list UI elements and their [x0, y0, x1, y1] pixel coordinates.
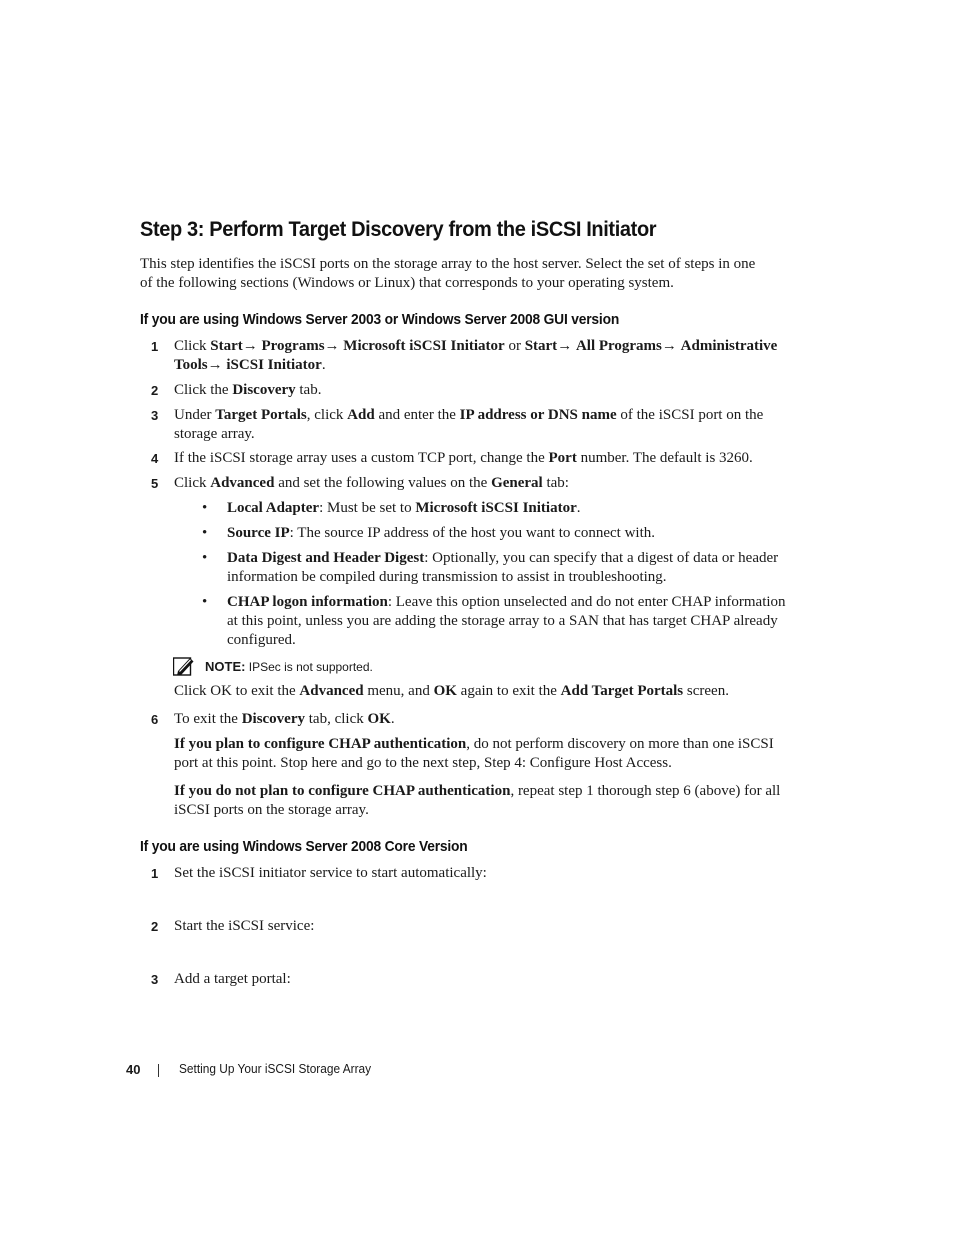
after-note-text: Click OK to exit the Advanced menu, and OK again to exit the Add Target Portals screen.	[174, 683, 729, 699]
ui-target-portals: Target Portals	[215, 407, 307, 423]
note-text: IPSec is not supported.	[245, 660, 373, 674]
bullet-icon: •	[202, 525, 208, 541]
menu-administrative: Administrative	[680, 338, 778, 354]
ui-add: Add	[347, 407, 375, 423]
menu-start: Start	[210, 338, 243, 354]
bullet-icon: •	[202, 500, 208, 516]
step-number: 5	[151, 476, 159, 491]
step-number: 1	[151, 339, 159, 354]
pencil-note-icon	[173, 655, 195, 677]
ui-general: General	[491, 475, 543, 491]
core-step-text: Start the iSCSI service:	[174, 918, 315, 934]
menu-iscsi-initiator: Microsoft iSCSI Initiator	[343, 338, 505, 354]
intro-line: of the following sections (Windows or Linux) that corresponds to your operating system.	[140, 275, 674, 291]
step-6-text: To exit the Discovery tab, click OK.	[174, 711, 395, 727]
bullet-item: Source IP: The source IP address of the host you want to connect with.	[227, 525, 655, 541]
step-number: 3	[151, 408, 159, 423]
bullet-item: CHAP logon information: Leave this option unselected and do not enter CHAP information at this point, unless you are adding the storage array to a SAN that has target CHAP already configured.	[227, 594, 786, 648]
footer-separator	[158, 1064, 159, 1077]
chap-plan-paragraph: If you plan to configure CHAP authentication, do not perform discovery on more than one iSCSI port at this point. Stop here and go to the next step, Step 4: Configure Host Access.	[174, 736, 774, 771]
note-label: NOTE:	[205, 659, 246, 674]
core-step-text: Add a target portal:	[174, 971, 291, 987]
step-number: 3	[151, 972, 159, 987]
intro-paragraph	[140, 255, 820, 293]
step-number: 1	[151, 866, 159, 881]
bullet-item: Data Digest and Header Digest: Optionally, you can specify that a digest of data or header information be compiled during transmission to assist in troubleshooting.	[227, 550, 779, 585]
chap-no-plan-paragraph: If you do not plan to configure CHAP authentication, repeat step 1 thorough step 6 (above) for all iSCSI ports on the storage array.	[174, 783, 781, 818]
note	[205, 658, 373, 676]
step-number: 6	[151, 712, 159, 727]
step-number: 4	[151, 451, 159, 466]
step-5-text: Click Advanced and set the following values on the General tab:	[174, 475, 569, 491]
bullet-icon: •	[202, 594, 208, 610]
ui-ip-address: IP address or DNS name	[459, 407, 617, 423]
bullet-item: Local Adapter: Must be set to Microsoft iSCSI Initiator.	[227, 500, 581, 516]
page-number: 40	[126, 1062, 141, 1077]
step-number: 2	[151, 919, 159, 934]
ui-discovery-tab: Discovery	[232, 382, 296, 398]
ui-port: Port	[548, 450, 577, 466]
section-heading-gui: If you are using Windows Server 2003 or Windows Server 2008 GUI version	[140, 311, 620, 328]
bullet-icon: •	[202, 550, 208, 566]
menu-programs: Programs	[261, 338, 325, 354]
page-title: Step 3: Perform Target Discovery from the iSCSI Initiator	[140, 217, 657, 241]
step-3-text: Under Target Portals, click Add and enter the IP address or DNS name of the iSCSI port on the storage array.	[174, 407, 764, 442]
step-1-text: Click Start→ Programs→ Microsoft iSCSI Initiator or Start→ All Programs→ Administrative Tools→ iSCSI Initiator.	[174, 338, 778, 373]
step-4-text: If the iSCSI storage array uses a custom TCP port, change the Port number. The default is 3260.	[174, 450, 753, 466]
step-number: 2	[151, 383, 159, 398]
footer-chapter-title: Setting Up Your iSCSI Storage Array	[179, 1062, 372, 1076]
menu-tools: Tools	[174, 357, 208, 373]
menu-all-programs: All Programs	[575, 338, 662, 354]
core-step-text: Set the iSCSI initiator service to start automatically:	[174, 865, 487, 881]
section-heading-core: If you are using Windows Server 2008 Core Version	[140, 838, 468, 855]
menu-iscsi-initiator: iSCSI Initiator	[226, 357, 322, 373]
ui-advanced: Advanced	[210, 475, 275, 491]
menu-start: Start	[524, 338, 558, 354]
step-2-text: Click the Discovery tab.	[174, 382, 322, 398]
intro-line: This step identifies the iSCSI ports on the storage array to the host server. Select the set of steps in one	[140, 256, 756, 272]
